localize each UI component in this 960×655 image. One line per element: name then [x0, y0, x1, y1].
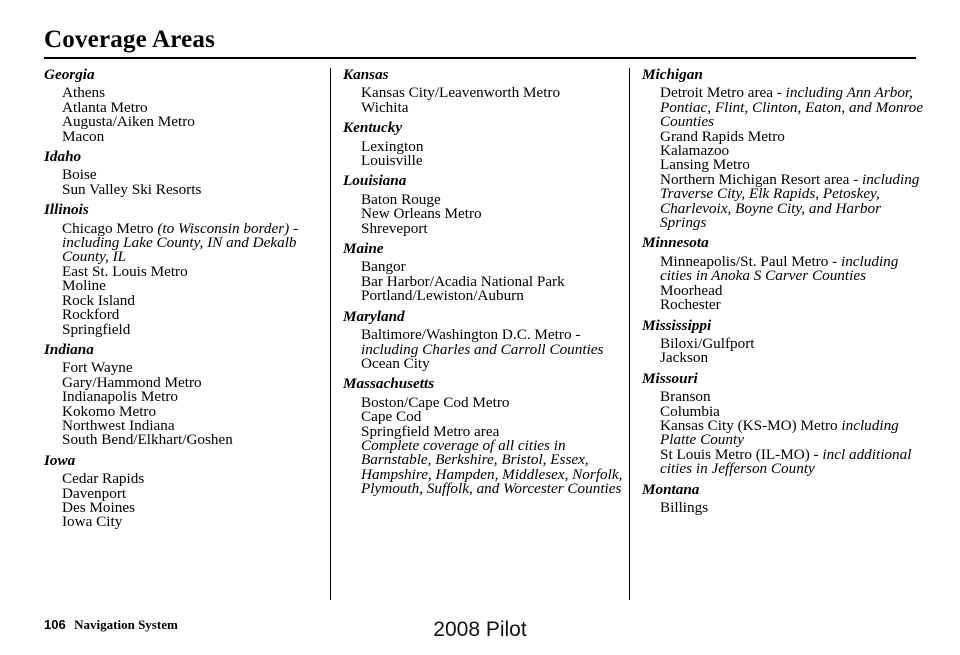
area-name-text: Columbia — [660, 402, 720, 420]
state-entries — [343, 393, 628, 498]
state-heading: Idaho — [44, 148, 82, 166]
area-name-text: Northern Michigan Resort area - — [660, 170, 863, 188]
area-name-text: Atlanta Metro — [62, 98, 148, 116]
coverage-area-entry — [660, 498, 927, 516]
area-name-text: Iowa City — [62, 513, 123, 531]
area-detail-text: incl additional cities in Jefferson County — [660, 445, 912, 478]
state-heading: Iowa — [44, 451, 76, 469]
area-name-text: Ocean City — [361, 354, 430, 372]
state-heading: Mississippi — [642, 316, 712, 334]
area-name-text: Kalamazoo — [660, 142, 730, 160]
area-name-text: Rock Island — [62, 291, 135, 309]
coverage-area-entry — [361, 219, 628, 237]
state-entries — [343, 190, 628, 237]
area-name-text: Louisville — [361, 152, 423, 170]
area-name-text: Baltimore/Washington D.C. Metro - — [361, 326, 581, 344]
coverage-area-entry — [62, 515, 329, 529]
state-heading: Louisiana — [343, 172, 407, 190]
state-entries — [44, 86, 329, 144]
coverage-area-entry — [361, 436, 628, 498]
area-name-text: Boise — [62, 166, 97, 184]
state-entries — [44, 219, 329, 338]
coverage-area-entry — [62, 320, 329, 338]
coverage-area-entry — [62, 433, 329, 447]
area-name-text: Macon — [62, 127, 105, 145]
area-name-text: Rochester — [660, 296, 721, 314]
area-detail-text: including Ann Arbor, Pontiac, Flint, Clinton, Eaton, and Monroe Counties — [660, 84, 924, 131]
area-name-text: Sun Valley Ski Resorts — [62, 180, 202, 198]
coverage-area-entry — [361, 154, 628, 168]
coverage-area-entry — [361, 328, 628, 357]
area-name-text: Chicago Metro — [62, 219, 158, 237]
area-name-text: Branson — [660, 388, 711, 406]
area-name-text: Lansing Metro — [660, 156, 750, 174]
area-detail-text: including Charles and Carroll Counties — [361, 340, 604, 358]
area-detail-text: Complete coverage of all cities in Barnstable, Berkshire, Bristol, Essex, Hampshire, Hampden, Middlesex, Norfolk, Plymouth, Suffolk, and Worcester Counties — [361, 436, 623, 498]
state-heading: Montana — [642, 480, 700, 498]
area-name-text: Baton Rouge — [361, 190, 441, 208]
area-name-text: Davenport — [62, 484, 127, 502]
area-name-text: Athens — [62, 84, 106, 102]
coverage-area-entry — [62, 127, 329, 145]
state-entries — [343, 137, 628, 170]
section-name: Navigation System — [74, 617, 178, 632]
area-detail-text: including Traverse City, Elk Rapids, Petoskey, Charlevoix, Boyne City, and Harbor Springs — [660, 170, 920, 232]
state-heading: Kentucky — [343, 119, 403, 137]
area-name-text: Springfield Metro area — [361, 422, 500, 440]
area-name-text: Detroit Metro area - — [660, 84, 786, 102]
area-name-text: East St. Louis Metro — [62, 262, 188, 280]
area-name-text: Cape Cod — [361, 408, 422, 426]
state-heading: Michigan — [642, 66, 703, 83]
area-name-text: Biloxi/Gulfport — [660, 334, 755, 352]
title-rule — [44, 57, 916, 59]
area-name-text: Kokomo Metro — [62, 402, 157, 420]
column-2 — [343, 68, 628, 497]
area-name-text: Jackson — [660, 349, 709, 367]
area-name-text: Kansas City/Leavenworth Metro — [361, 84, 561, 102]
state-entries — [642, 390, 927, 476]
area-name-text: Bangor — [361, 258, 406, 276]
coverage-area-entry — [660, 298, 927, 312]
area-name-text: Moline — [62, 277, 106, 295]
area-name-text: South Bend/Elkhart/Goshen — [62, 431, 233, 449]
coverage-area-entry — [62, 219, 329, 266]
coverage-area-entry — [361, 98, 628, 116]
area-name-text: Rockford — [62, 306, 120, 324]
state-entries — [343, 86, 628, 115]
state-heading: Missouri — [642, 369, 698, 387]
state-heading: Kansas — [343, 66, 389, 83]
area-name-text: Fort Wayne — [62, 359, 133, 377]
coverage-area-entry — [660, 445, 927, 478]
coverage-area-entry — [660, 252, 927, 285]
area-name-text: St Louis Metro (IL-MO) - — [660, 445, 823, 463]
area-name-text: New Orleans Metro — [361, 205, 482, 223]
area-name-text: Augusta/Aiken Metro — [62, 113, 195, 131]
column-divider-2 — [629, 68, 630, 600]
area-name-text: Wichita — [361, 98, 409, 116]
area-name-text: Moorhead — [660, 281, 723, 299]
state-heading: Minnesota — [642, 234, 709, 252]
state-entries — [343, 328, 628, 371]
state-entries — [44, 361, 329, 447]
area-name-text: Springfield — [62, 320, 131, 338]
area-name-text: Portland/Lewiston/Auburn — [361, 287, 524, 305]
watermark: 2008 Pilot — [433, 618, 527, 641]
state-entries — [642, 252, 927, 314]
area-name-text: Grand Rapids Metro — [660, 127, 785, 145]
coverage-area-entry — [660, 86, 927, 129]
state-entries — [642, 86, 927, 230]
state-heading: Illinois — [44, 201, 89, 219]
coverage-area-entry — [660, 170, 927, 232]
state-entries — [343, 260, 628, 303]
state-heading: Georgia — [44, 66, 95, 83]
area-name-text: Northwest Indiana — [62, 416, 175, 434]
area-name-text: Lexington — [361, 137, 424, 155]
state-heading: Indiana — [44, 340, 94, 358]
column-divider-1 — [330, 68, 331, 600]
state-entries — [642, 334, 927, 367]
area-name-text: Indianapolis Metro — [62, 388, 178, 406]
area-name-text: Gary/Hammond Metro — [62, 373, 202, 391]
state-entries — [642, 498, 927, 516]
page-number: 106 — [44, 617, 66, 632]
state-heading: Maryland — [343, 307, 405, 325]
column-3 — [642, 68, 927, 515]
state-heading: Maine — [343, 240, 384, 258]
area-name-text: Billings — [660, 498, 709, 516]
area-name-text: Boston/Cape Cod Metro — [361, 393, 510, 411]
coverage-area-entry — [660, 351, 927, 365]
state-entries — [44, 168, 329, 197]
area-name-text: Cedar Rapids — [62, 470, 145, 488]
area-detail-text: (to Wisconsin border) - including Lake County, IN and Dekalb County, IL — [62, 219, 299, 266]
coverage-area-entry — [361, 289, 628, 303]
coverage-area-entry — [660, 416, 927, 449]
state-heading: Massachusetts — [343, 375, 435, 393]
state-entries — [44, 472, 329, 530]
page-title: Coverage Areas — [44, 26, 216, 53]
coverage-area-entry — [62, 180, 329, 198]
area-name-text: Bar Harbor/Acadia National Park — [361, 272, 565, 290]
area-detail-text: including Platte County — [660, 416, 899, 449]
column-1 — [44, 68, 329, 530]
area-name-text: Minneapolis/St. Paul Metro - — [660, 252, 841, 270]
area-name-text: Shreveport — [361, 219, 428, 237]
area-detail-text: including cities in Anoka S Carver Counties — [660, 252, 899, 285]
area-name-text: Kansas City (KS-MO) Metro — [660, 416, 842, 434]
coverage-area-entry — [361, 354, 628, 372]
area-name-text: Des Moines — [62, 498, 135, 516]
